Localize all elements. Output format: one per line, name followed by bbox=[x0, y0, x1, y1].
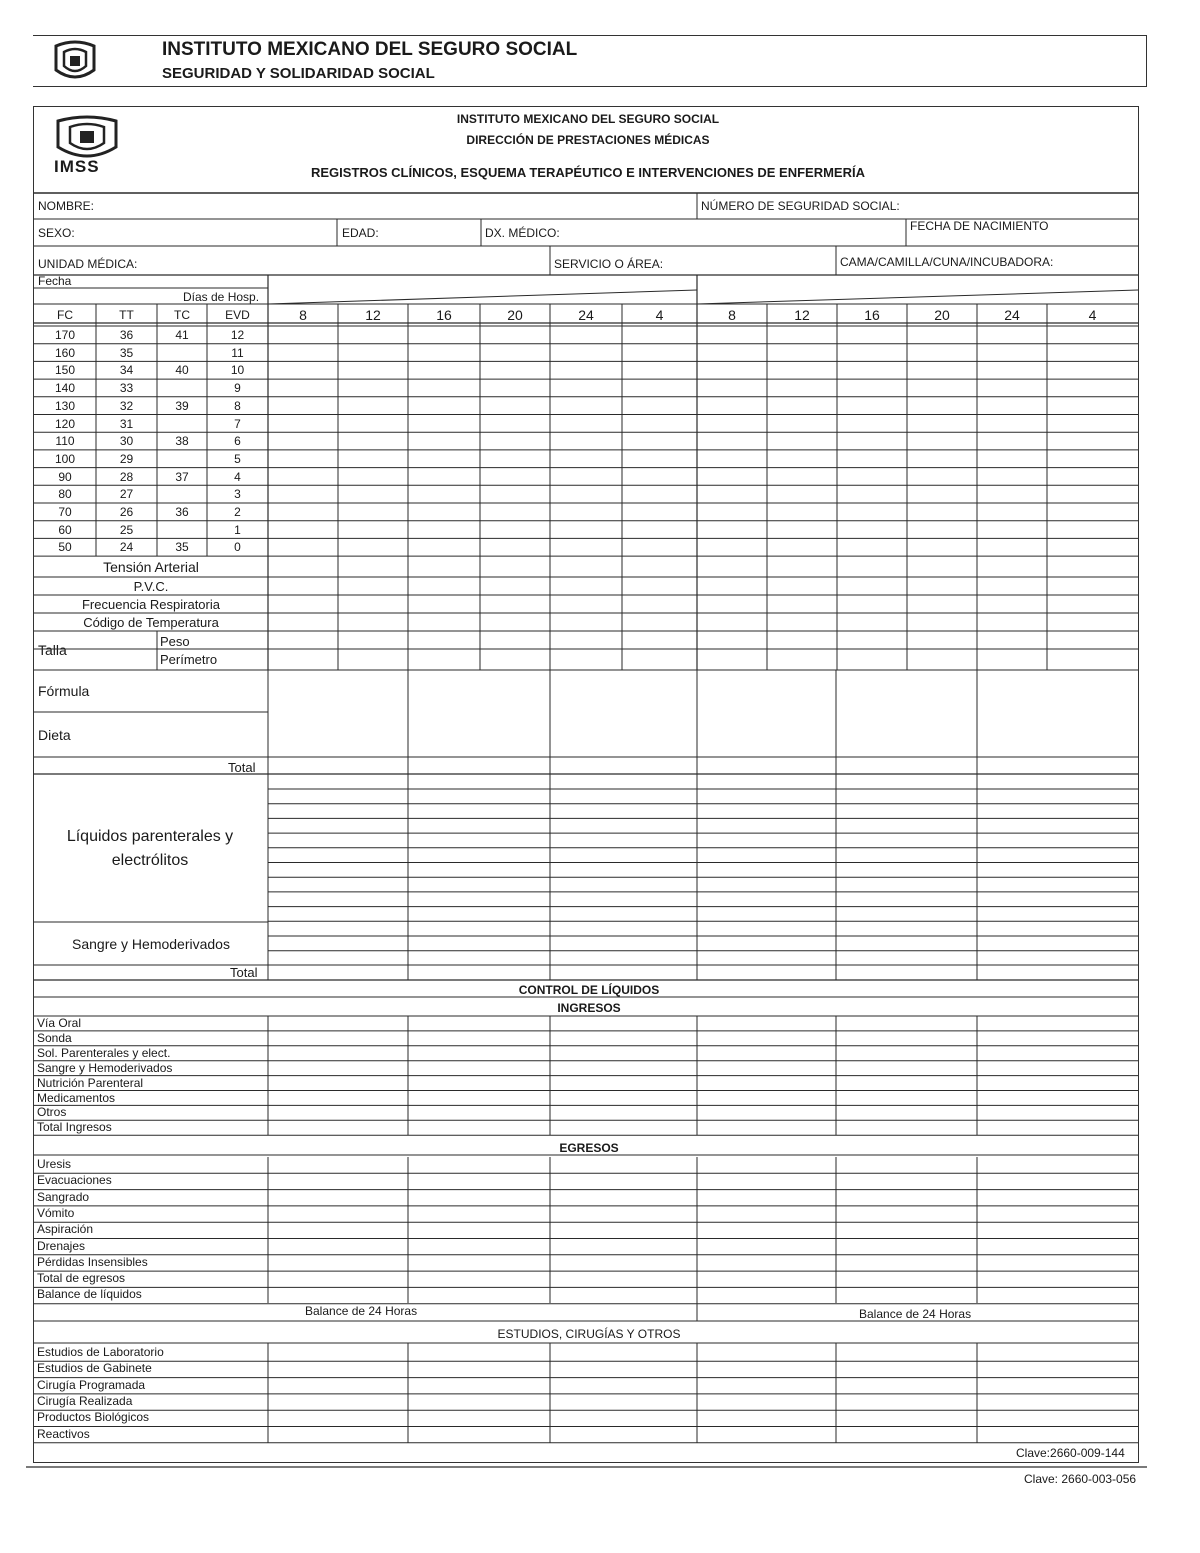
egresos-item: Total de egresos bbox=[37, 1271, 126, 1286]
vital-scale-cell: 110 bbox=[55, 434, 75, 449]
studies-item: Reactivos bbox=[37, 1426, 90, 1441]
hour-label: 8 bbox=[299, 307, 307, 323]
label-total-2: Total bbox=[230, 965, 258, 980]
hour-label: 16 bbox=[864, 307, 880, 323]
vital-scale-cell: 4 bbox=[234, 469, 241, 484]
vital-scale-cell: 39 bbox=[175, 398, 189, 413]
vital-scale-cell: 36 bbox=[175, 505, 189, 519]
studies-item: Productos Biológicos bbox=[37, 1410, 150, 1425]
label-total-1: Total bbox=[228, 760, 256, 775]
hour-label: 20 bbox=[507, 307, 523, 323]
egresos-item: Aspiración bbox=[37, 1222, 94, 1237]
vital-scale-cell: 40 bbox=[175, 363, 189, 378]
label-pvc: P.V.C. bbox=[133, 579, 169, 594]
vital-scale-cell: 70 bbox=[58, 505, 72, 519]
balance-24-right: Balance de 24 Horas bbox=[859, 1307, 972, 1321]
vital-scale-cell: 35 bbox=[175, 540, 189, 555]
studies-item: Cirugía Programada bbox=[37, 1377, 146, 1392]
vital-scale-cell: 7 bbox=[234, 416, 241, 431]
hour-label: 4 bbox=[1088, 307, 1097, 323]
egresos-item: Balance de líquidos bbox=[37, 1287, 142, 1302]
field-unidad: UNIDAD MÉDICA: bbox=[38, 257, 138, 271]
label-formula: Fórmula bbox=[38, 683, 90, 699]
field-nombre: NOMBRE: bbox=[38, 199, 95, 213]
vital-scale-cell: 34 bbox=[119, 363, 134, 378]
hour-label: 12 bbox=[794, 307, 810, 323]
vital-scale-cell: 38 bbox=[175, 434, 189, 449]
label-dias-hosp: Días de Hosp. bbox=[183, 290, 260, 304]
egresos-item: Uresis bbox=[37, 1157, 72, 1171]
vital-scale-cell: 120 bbox=[54, 416, 76, 431]
studies-item: Cirugía Realizada bbox=[37, 1393, 133, 1408]
vital-scale-cell: 140 bbox=[54, 381, 76, 396]
field-nss: NÚMERO DE SEGURIDAD SOCIAL: bbox=[701, 199, 900, 213]
hour-label: 12 bbox=[365, 307, 381, 323]
ingresos-item: Sangre y Hemoderivados bbox=[37, 1060, 173, 1075]
hour-label: 20 bbox=[934, 307, 950, 323]
vital-scale-cell: 27 bbox=[119, 487, 134, 502]
vital-scale-cell: 100 bbox=[54, 451, 76, 466]
clave-inner: Clave:2660-009-144 bbox=[1016, 1446, 1125, 1460]
ingresos-item: Vía Oral bbox=[37, 1016, 82, 1030]
form-title: REGISTROS CLÍNICOS, ESQUEMA TERAPÉUTICO E INTERVENCIONES DE ENFERMERÍA bbox=[310, 165, 865, 180]
ingresos-title: INGRESOS bbox=[557, 1001, 621, 1015]
field-sexo: SEXO: bbox=[38, 226, 75, 240]
vital-scale-cell: 60 bbox=[58, 522, 72, 537]
vital-scale-cell: 24 bbox=[119, 540, 134, 555]
field-cama: CAMA/CAMILLA/CUNA/INCUBADORA: bbox=[840, 255, 1054, 269]
col-tc: TC bbox=[174, 308, 190, 322]
hour-label: 8 bbox=[728, 307, 736, 323]
label-cod-temp: Código de Temperatura bbox=[83, 615, 219, 630]
hour-label: 4 bbox=[655, 307, 664, 323]
label-sangre: Sangre y Hemoderivados bbox=[72, 936, 230, 952]
vital-scale-cell: 25 bbox=[119, 522, 134, 537]
vital-scale-cell: 0 bbox=[234, 540, 241, 555]
balance-24-left: Balance de 24 Horas bbox=[305, 1304, 418, 1318]
vital-scale-cell: 80 bbox=[58, 487, 72, 502]
ingresos-item: Nutrición Parenteral bbox=[37, 1075, 144, 1090]
vital-scale-cell: 33 bbox=[119, 381, 134, 396]
form-logo-text: IMSS bbox=[54, 157, 100, 176]
egresos-item: Vómito bbox=[37, 1205, 75, 1220]
vital-scale-cell: 1 bbox=[234, 522, 241, 537]
vital-scale-cell: 8 bbox=[234, 398, 241, 413]
vital-scale-cell: 30 bbox=[119, 434, 134, 449]
ingresos-item: Sol. Parenterales y elect. bbox=[37, 1045, 171, 1060]
vital-scale-cell: 50 bbox=[58, 540, 72, 555]
studies-item: Estudios de Gabinete bbox=[37, 1361, 152, 1376]
ingresos-item: Medicamentos bbox=[37, 1090, 116, 1105]
label-tension: Tensión Arterial bbox=[103, 559, 199, 575]
hour-label: 24 bbox=[578, 307, 594, 323]
vital-scale-cell: 37 bbox=[175, 469, 189, 484]
vital-scale-cell: 26 bbox=[119, 505, 134, 519]
form-direction: DIRECCIÓN DE PRESTACIONES MÉDICAS bbox=[466, 133, 710, 147]
label-perimetro: Perímetro bbox=[160, 652, 218, 667]
field-servicio: SERVICIO O ÁREA: bbox=[554, 257, 664, 271]
vital-scale-cell: 6 bbox=[234, 434, 241, 449]
label-fecha: Fecha bbox=[38, 274, 72, 288]
egresos-title: EGRESOS bbox=[559, 1141, 619, 1155]
vital-scale-cell: 31 bbox=[119, 416, 134, 431]
studies-item: Estudios de Laboratorio bbox=[37, 1345, 164, 1359]
field-edad: EDAD: bbox=[342, 226, 379, 240]
vital-scale-cell: 2 bbox=[234, 505, 241, 519]
label-liquidos: Líquidos parenterales y electrólitos bbox=[66, 828, 234, 869]
ingresos-item: Total Ingresos bbox=[37, 1120, 112, 1135]
header-org: INSTITUTO MEXICANO DEL SEGURO SOCIAL bbox=[162, 39, 578, 60]
label-talla: Talla bbox=[38, 642, 67, 658]
vital-scale-cell: 170 bbox=[54, 328, 76, 342]
vital-scale-cell: 5 bbox=[234, 451, 241, 466]
form-org: INSTITUTO MEXICANO DEL SEGURO SOCIAL bbox=[456, 112, 720, 126]
vital-scale-cell: 36 bbox=[119, 328, 134, 342]
egresos-item: Evacuaciones bbox=[37, 1173, 112, 1188]
vital-scale-cell: 130 bbox=[54, 398, 76, 413]
vital-scale-cell: 32 bbox=[119, 398, 134, 413]
col-evd: EVD bbox=[225, 308, 250, 322]
hour-label: 16 bbox=[436, 307, 452, 323]
vital-scale-cell: 150 bbox=[54, 363, 76, 378]
col-tt: TT bbox=[119, 308, 134, 322]
hour-label: 24 bbox=[1004, 307, 1020, 323]
label-freq-resp: Frecuencia Respiratoria bbox=[81, 597, 220, 612]
label-peso: Peso bbox=[160, 634, 190, 649]
vital-scale-cell: 160 bbox=[54, 345, 76, 360]
header-motto: SEGURIDAD Y SOLIDARIDAD SOCIAL bbox=[162, 65, 435, 82]
col-fc: FC bbox=[57, 308, 73, 322]
clave-outer: Clave: 2660-003-056 bbox=[1024, 1472, 1137, 1486]
vital-scale-cell: 10 bbox=[230, 363, 245, 378]
ingresos-item: Otros bbox=[37, 1105, 67, 1120]
vital-scale-cell: 90 bbox=[58, 469, 72, 484]
vital-scale-cell: 3 bbox=[234, 487, 241, 502]
egresos-item: Drenajes bbox=[37, 1238, 86, 1253]
vital-scale-cell: 41 bbox=[175, 328, 189, 342]
egresos-item: Pérdidas Insensibles bbox=[37, 1254, 148, 1269]
field-fecha-nacimiento: FECHA DE NACIMIENTO bbox=[910, 219, 1049, 233]
vital-scale-cell: 29 bbox=[119, 451, 134, 466]
vital-scale-cell: 9 bbox=[234, 381, 241, 396]
studies-title: ESTUDIOS, CIRUGÍAS Y OTROS bbox=[497, 1327, 681, 1341]
vital-scale-cell: 35 bbox=[119, 345, 134, 360]
label-dieta: Dieta bbox=[38, 727, 71, 743]
vital-scale-cell: 12 bbox=[230, 328, 245, 342]
vital-scale-cell: 28 bbox=[119, 469, 134, 484]
vital-scale-cell: 11 bbox=[231, 345, 244, 360]
ingresos-item: Sonda bbox=[37, 1030, 72, 1045]
field-dx: DX. MÉDICO: bbox=[485, 226, 560, 240]
egresos-item: Sangrado bbox=[37, 1189, 90, 1204]
fluid-control-title: CONTROL DE LÍQUIDOS bbox=[518, 983, 660, 997]
